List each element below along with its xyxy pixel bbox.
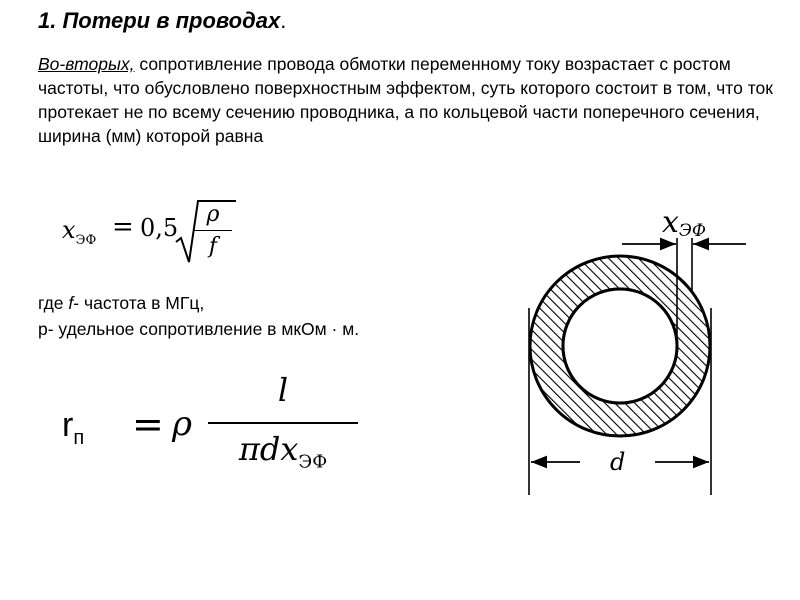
formula1-subscript: ЭФ xyxy=(75,232,97,248)
formula2-lhs-sub: п xyxy=(73,426,85,449)
formula2-equals: = xyxy=(132,402,164,446)
formula2-denominator-sub: ЭФ xyxy=(298,451,328,473)
thickness-label: xЭФ xyxy=(662,205,707,241)
variable-legend xyxy=(38,290,359,342)
formula2-rho: ρ xyxy=(172,404,192,444)
formula2-lhs: $r_п$ xyxy=(62,406,85,449)
paragraph-body: сопротивление провода обмотки переменному току возрастает с ростом частоты, что обусловлено поверхностным эффектом, суть которого состоит в том, что ток протекает не по всему сечению проводника, а по кольцевой части поперечного сечения, ширина (мм) которой равна xyxy=(38,54,773,146)
formula1-numerator: ρ xyxy=(206,202,220,227)
formula2-fraction xyxy=(208,368,358,473)
formula2-denominator: πdx$_{ЭФ}$ xyxy=(238,430,328,473)
diameter-label: d xyxy=(610,448,626,476)
formula1-fraction xyxy=(194,200,232,261)
legend-line-resistivity: р- удельное сопротивление в мкОм · м. xyxy=(38,319,360,339)
paragraph-lead: Во-вторых, xyxy=(38,54,135,74)
title-suffix: . xyxy=(280,8,287,33)
formula1-equals: = xyxy=(112,212,134,242)
formula1-coefficient: 0,5 xyxy=(140,214,179,242)
formula2-numerator: l xyxy=(277,371,289,409)
explanation-paragraph xyxy=(38,52,778,148)
title-text: 1. Потери в проводах xyxy=(38,8,281,33)
thickness-label-sub: ЭФ xyxy=(678,221,707,241)
legend-line-frequency: где f- частота в МГц, xyxy=(38,293,205,313)
formula1-symbol: $x_{ЭФ}$ xyxy=(62,216,97,248)
legend-var-f: f xyxy=(68,293,74,313)
formula1-denominator: f xyxy=(208,234,218,259)
conductor-cross-section-diagram xyxy=(510,200,780,500)
conductor-core xyxy=(563,289,677,403)
slide-title xyxy=(38,8,286,34)
